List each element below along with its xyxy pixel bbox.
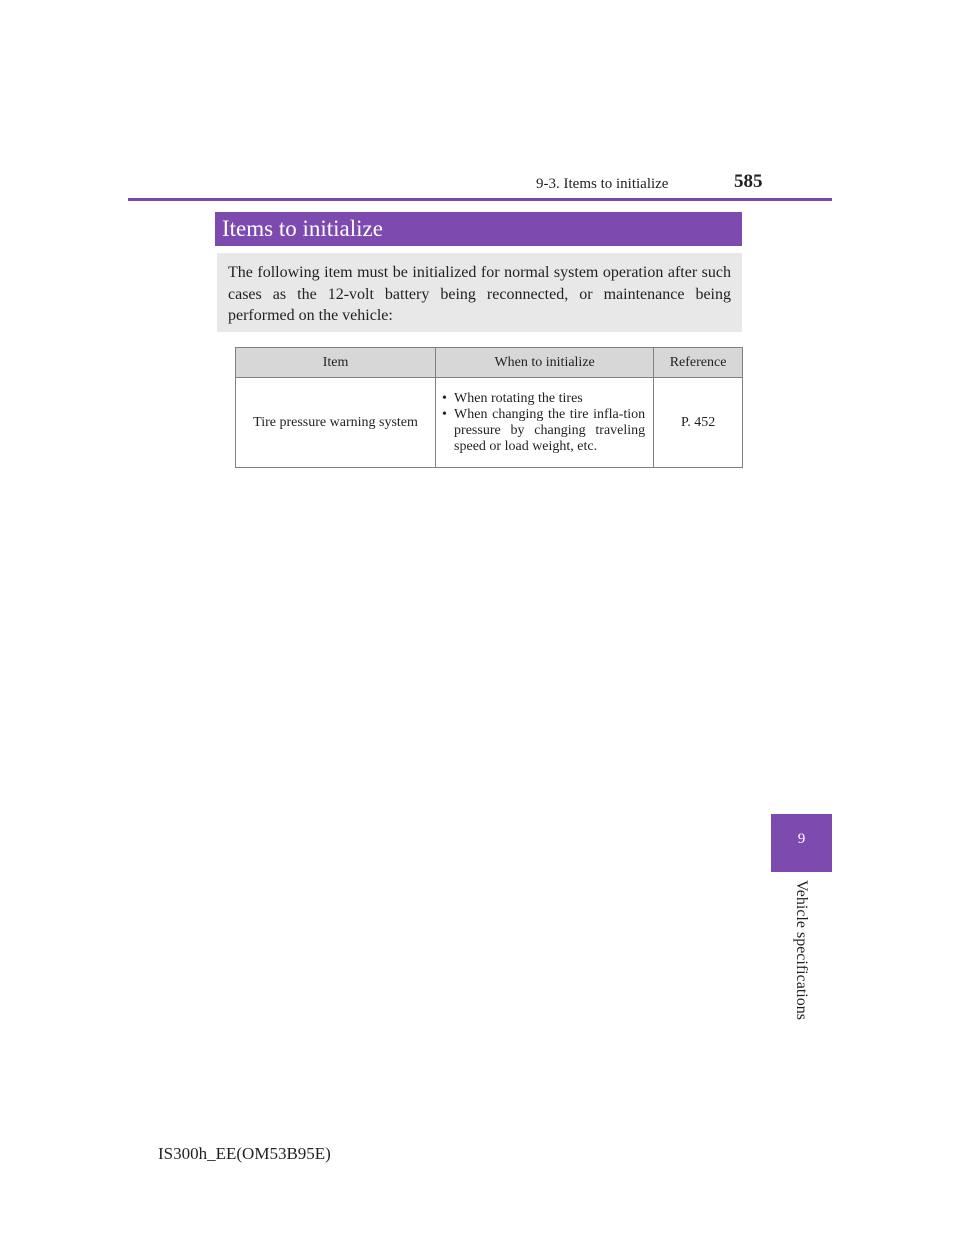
footer-model-code: IS300h_EE(OM53B95E) [158,1144,331,1163]
bullet-icon: • [442,390,447,406]
chapter-tab: 9 [771,814,832,872]
when-item-text: When changing the tire infla-tion pressure by changing traveling speed or load weight, etc. [454,406,646,454]
list-item [442,407,645,455]
header-divider [128,198,832,201]
column-header-reference: Reference [654,348,743,378]
section-heading: Items to initialize [215,212,742,246]
cell-item: Tire pressure warning system [236,378,436,468]
chapter-tab-label: Vehicle specifications [793,880,810,1020]
header-section-title: 9-3. Items to initialize [536,176,669,192]
table-row [236,378,743,468]
list-item [442,391,645,407]
intro-paragraph: The following item must be initialized for normal system operation after such cases as the 12-volt battery being reconnected, or maintenance being performed on the vehicle: [217,253,742,332]
column-header-when: When to initialize [436,348,654,378]
when-list [436,391,653,455]
initialize-table [235,347,743,468]
when-item-text: When rotating the tires [454,390,583,406]
column-header-item: Item [236,348,436,378]
cell-reference: P. 452 [654,378,743,468]
page-number: 585 [734,171,763,192]
table-header-row [236,348,743,378]
bullet-icon: • [442,406,447,422]
cell-when [436,378,654,468]
